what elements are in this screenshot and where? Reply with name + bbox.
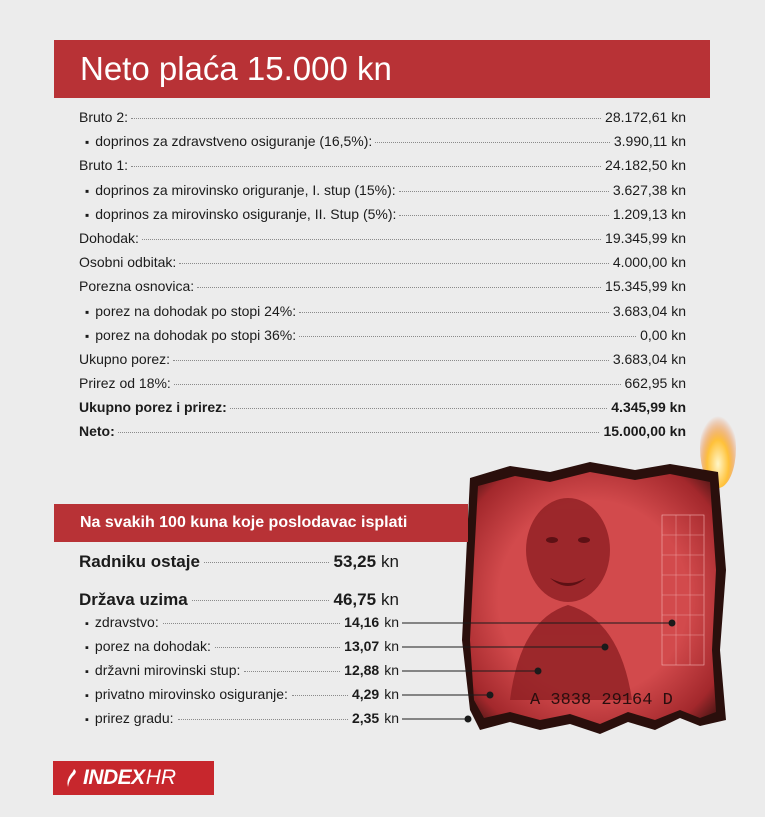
breakdown-label: Porezna osnovica:: [79, 278, 195, 295]
breakdown-value: 662,95 kn: [624, 375, 686, 392]
breakdown-row: [79, 347, 686, 371]
state-item-amount: 12,88: [344, 662, 380, 678]
dot-leader: [174, 384, 621, 385]
state-item-amount: 4,29: [351, 686, 380, 702]
dot-leader: [399, 191, 609, 192]
index-hr-logo: [53, 761, 214, 795]
breakdown-value: 3.683,04 kn: [612, 302, 686, 319]
breakdown-row: [79, 129, 686, 153]
breakdown-label: Dohodak:: [79, 229, 139, 246]
state-item-label: ▪ državni mirovinski stup:: [85, 662, 240, 678]
breakdown-row: [79, 274, 686, 298]
breakdown-label: Bruto 1:: [79, 157, 129, 174]
breakdown-value: 4.345,99 kn: [611, 399, 686, 416]
state-item-row: [85, 710, 399, 726]
burning-banknote-illustration: [400, 400, 765, 817]
dot-leader: [204, 562, 330, 563]
dot-leader: [197, 287, 601, 288]
dot-leader: [178, 719, 348, 720]
worker-keeps-label: Radniku ostaje: [79, 552, 200, 571]
banknote-serial: A 3838 29164 D: [530, 691, 673, 710]
breakdown-row: [79, 105, 686, 129]
dot-leader: [244, 671, 340, 672]
dot-leader: [192, 600, 330, 601]
breakdown-row: [79, 299, 686, 323]
state-takes-label: Država uzima: [79, 590, 188, 609]
salary-breakdown: [79, 105, 686, 444]
state-item-unit: kn: [384, 662, 399, 678]
breakdown-row: [79, 323, 686, 347]
breakdown-label: Ukupno porez i prirez:: [79, 399, 227, 416]
breakdown-row: [79, 178, 686, 202]
breakdown-value: 28.172,61 kn: [605, 109, 686, 125]
dot-leader: [173, 360, 609, 361]
dot-leader: [399, 215, 608, 216]
logo-tld: HR: [145, 766, 177, 789]
dot-leader: [299, 336, 636, 337]
state-item-amount: 14,16: [344, 614, 380, 630]
breakdown-value: 0,00 kn: [640, 326, 686, 343]
state-item-label: ▪ zdravstvo:: [85, 614, 159, 630]
breakdown-row: [79, 371, 686, 395]
breakdown-label: Osobni odbitak:: [79, 254, 177, 271]
state-item-unit: kn: [384, 614, 399, 630]
state-item-amount: 13,07: [344, 638, 380, 654]
breakdown-value: 3.683,04 kn: [612, 350, 686, 367]
split-section-title: [54, 504, 468, 542]
logo-brand: INDEX: [83, 766, 145, 789]
breakdown-label: ▪ doprinos za zdravstveno osiguranje (16,5%):: [79, 129, 372, 154]
breakdown-row: [79, 153, 686, 177]
page-title-banner: [54, 40, 710, 98]
chili-pepper-icon: [65, 768, 79, 788]
breakdown-label: Neto:: [79, 423, 115, 440]
dot-leader: [163, 623, 340, 624]
dot-leader: [131, 166, 601, 167]
breakdown-value: 1.209,13 kn: [612, 205, 686, 222]
state-item-label: ▪ privatno mirovinsko osiguranje:: [85, 686, 288, 702]
state-item-row: [85, 686, 399, 702]
breakdown-row: [79, 250, 686, 274]
state-item-unit: kn: [384, 686, 399, 702]
state-takes-row: [79, 590, 399, 610]
breakdown-label: ▪ porez na dohodak po stopi 24%:: [79, 299, 296, 324]
state-item-label: ▪ porez na dohodak:: [85, 638, 211, 654]
state-item-row: [85, 614, 399, 630]
breakdown-value: 15.345,99 kn: [605, 278, 686, 295]
state-item-label: ▪ prirez gradu:: [85, 710, 174, 726]
worker-keeps-row: [79, 552, 399, 572]
breakdown-value: 24.182,50 kn: [605, 157, 686, 174]
dot-leader: [131, 118, 601, 119]
worker-keeps-unit: kn: [381, 552, 399, 571]
breakdown-value: 3.627,38 kn: [612, 181, 686, 198]
dot-leader: [215, 647, 340, 648]
breakdown-label: ▪ doprinos za mirovinsko origuranje, I. stup (15%):: [79, 178, 396, 203]
breakdown-value: 15.000,00 kn: [603, 423, 686, 440]
state-takes-unit: kn: [381, 590, 399, 609]
breakdown-label: Prirez od 18%:: [79, 375, 171, 392]
dot-leader: [292, 695, 348, 696]
dot-leader: [179, 263, 609, 264]
worker-keeps-amount: 53,25: [333, 552, 377, 571]
state-item-unit: kn: [384, 710, 399, 726]
page-title: Neto plaća 15.000 kn: [80, 50, 392, 87]
state-item-row: [85, 638, 399, 654]
split-title: Na svakih 100 kuna koje poslodavac isplati: [80, 514, 408, 531]
breakdown-row: [79, 226, 686, 250]
breakdown-label: ▪ doprinos za mirovinsko osiguranje, II. Stup (5%):: [79, 202, 396, 227]
breakdown-label: ▪ porez na dohodak po stopi 36%:: [79, 323, 296, 348]
state-takes-amount: 46,75: [333, 590, 377, 609]
state-item-amount: 2,35: [351, 710, 380, 726]
breakdown-value: 3.990,11 kn: [613, 133, 686, 150]
breakdown-label: Ukupno porez:: [79, 350, 171, 367]
breakdown-value: 4.000,00 kn: [612, 254, 686, 271]
state-item-row: [85, 662, 399, 678]
state-item-unit: kn: [384, 638, 399, 654]
dot-leader: [142, 239, 601, 240]
breakdown-row: [79, 202, 686, 226]
breakdown-label: Bruto 2:: [79, 109, 129, 125]
dot-leader: [375, 142, 610, 143]
breakdown-value: 19.345,99 kn: [605, 229, 686, 246]
dot-leader: [299, 312, 609, 313]
